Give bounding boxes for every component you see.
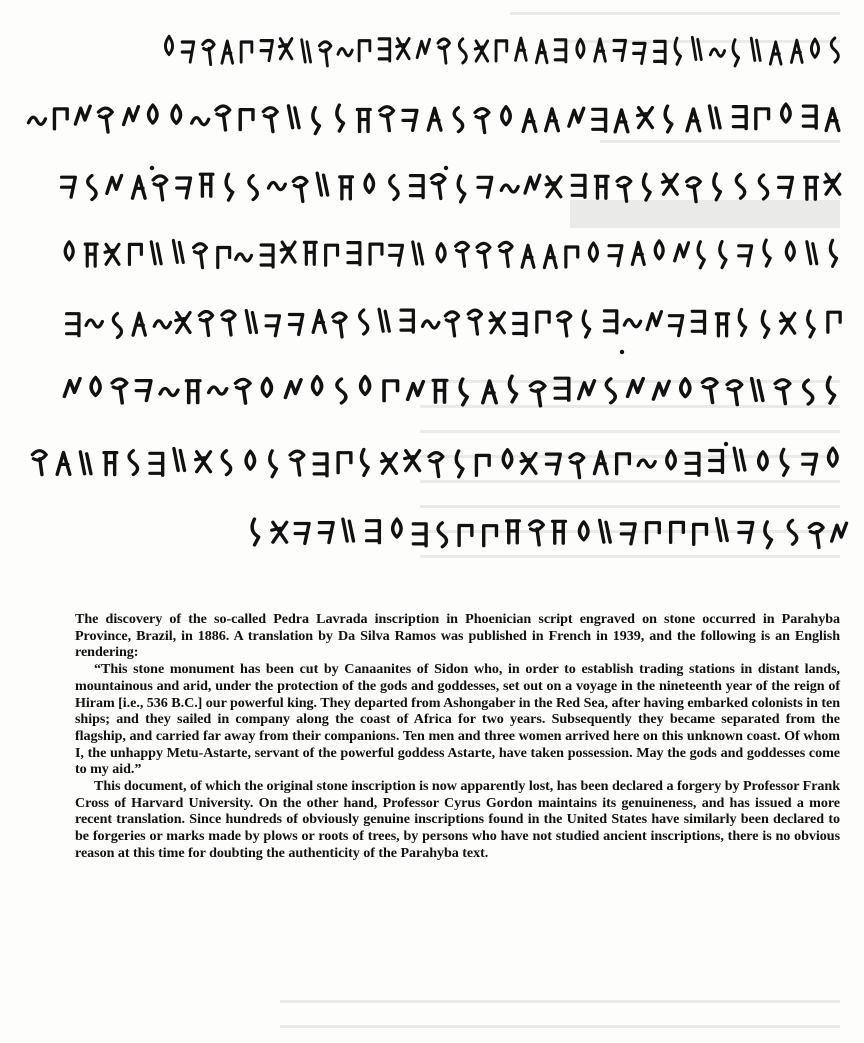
inscription-glyph: [525, 175, 540, 193]
inscription-glyph: [397, 39, 409, 59]
inscription-dot: [724, 442, 728, 446]
caption-paragraph-forgery-debate: This document, of which the original stone inscription is now apparently lost, has been declared a forgery by Professor Frank Cross of Harvard University. On the other hand, Professor Cyrus Gordon maintains its genuineness, and has issued a more recent translation. Since hundreds of obviously genuine inscriptions found in the United States have similarly been declared to be forgeries or marks made by plows or roots of trees, by persons who have not studied ancient inscriptions, there is no obvious reason at this time for doubting the authenticity of the Parahyba text.: [75, 778, 840, 861]
inscription-glyph: [546, 109, 559, 131]
inscription-glyph: [502, 107, 510, 125]
inscription-glyph: [186, 381, 199, 403]
inscription-glyph: [762, 311, 768, 337]
inscription-glyph: [124, 107, 139, 125]
inscription-glyph: [86, 320, 102, 327]
inscription-glyph: [577, 39, 584, 57]
inscription-glyph: [317, 173, 328, 195]
inscription-glyph: [808, 311, 814, 337]
inscription-glyph: [644, 174, 651, 200]
inscription-glyph: [361, 449, 368, 475]
inscription-glyph: [456, 451, 463, 477]
inscription-glyph: [269, 183, 286, 190]
inscription-glyph: [216, 106, 230, 130]
inscription-glyph: [628, 379, 644, 397]
inscription-glyph: [733, 40, 739, 66]
inscription-glyph: [653, 381, 669, 399]
inscription-glyph: [483, 381, 496, 403]
inscription-glyph: [445, 312, 458, 336]
inscription-glyph: [390, 176, 398, 200]
inscription-glyph: [624, 320, 640, 327]
inscription-glyph: [266, 316, 279, 336]
inscription-glyph: [686, 453, 699, 475]
inscription-glyph: [522, 245, 534, 267]
inscription-glyph: [759, 452, 767, 470]
inscription-line-3: [62, 173, 840, 202]
inscription-glyph: [136, 381, 151, 401]
inscription-glyph: [313, 310, 325, 332]
inscription-glyph: [361, 377, 370, 395]
inscription-glyph: [477, 243, 490, 267]
inscription-glyph: [293, 177, 307, 201]
inscription-glyph: [413, 524, 426, 546]
inscription-glyph: [558, 312, 571, 336]
inscription-glyph: [759, 175, 767, 199]
caption-text: [75, 611, 840, 862]
inscription-glyph: [80, 452, 91, 474]
inscription-glyph: [736, 174, 744, 198]
inscription-glyph: [566, 247, 578, 267]
inscription-glyph: [263, 108, 277, 132]
inscription-glyph: [249, 176, 257, 200]
inscription-glyph: [226, 174, 233, 200]
inscription-glyph: [359, 41, 370, 61]
inscription-glyph: [405, 451, 420, 471]
inscription-glyph: [756, 109, 769, 129]
inscription-glyph: [133, 313, 145, 335]
inscription-glyph: [367, 521, 380, 543]
inscription-glyph: [289, 315, 302, 335]
inscription-glyph: [241, 42, 252, 62]
inscription-glyph: [537, 312, 549, 332]
inscription-glyph: [572, 175, 585, 197]
inscription-glyph: [499, 242, 512, 266]
caption-paragraph-intro: The discovery of the so-called Pedra Lavrada inscription in Phoenician script engraved on stone occurred in Parahyba Province, Brazil, in 1886. A translation by Da Silva Ramos was published in French in 1939, and the following is an English rendering:: [75, 611, 840, 661]
inscription-glyph: [698, 242, 704, 268]
inscription-glyph: [600, 520, 611, 542]
inscription-glyph: [113, 314, 121, 338]
inscription-glyph: [338, 49, 352, 56]
inscription-glyph: [536, 41, 547, 63]
inscription-glyph: [235, 379, 250, 403]
inscription-glyph: [429, 453, 443, 477]
inscription-glyph: [617, 177, 631, 201]
inscription-glyph: [32, 451, 46, 475]
inscription-glyph: [91, 378, 100, 396]
inscription-glyph: [621, 524, 635, 544]
inscription-glyph: [456, 242, 469, 266]
inscription-glyph: [828, 312, 840, 332]
inscription-glyph: [501, 185, 518, 192]
inscription-glyph: [176, 313, 190, 333]
inscription-glyph: [390, 245, 403, 265]
inscription-glyph: [751, 38, 760, 60]
inscription-glyph: [437, 244, 445, 262]
inscription-glyph: [478, 177, 492, 197]
inscription-glyph: [240, 110, 253, 130]
inscription-glyph: [379, 39, 390, 61]
inscription-glyph: [408, 382, 424, 400]
inscription-glyph: [475, 109, 489, 133]
inscription-glyph: [174, 449, 185, 471]
inscription-glyph: [828, 377, 835, 403]
inscription-glyph: [503, 450, 511, 468]
inscription-glyph: [338, 453, 351, 473]
inscription-glyph: [546, 177, 561, 197]
inscription-glyph: [222, 41, 233, 63]
inscription-glyph: [272, 522, 287, 542]
inscription-glyph: [788, 520, 796, 544]
inscription-glyph: [617, 454, 630, 474]
inscription-glyph: [507, 521, 520, 543]
inscription-glyph: [98, 108, 112, 132]
inscription-glyph: [29, 117, 46, 124]
inscription-glyph: [716, 314, 728, 336]
inscription-glyph: [380, 107, 394, 131]
inscription-glyph: [343, 519, 354, 541]
inscription-glyph: [64, 379, 80, 397]
inscription-glyph: [604, 311, 616, 333]
inscription-glyph: [647, 312, 661, 330]
inscription-glyph: [200, 174, 213, 196]
inscription-glyph: [553, 521, 566, 543]
inscription-glyph: [530, 382, 545, 406]
inscription-glyph: [261, 245, 273, 267]
inscription-glyph: [261, 41, 273, 61]
inscription-glyph: [714, 174, 721, 200]
inscription-glyph: [54, 109, 67, 129]
inscription-glyph: [555, 378, 568, 400]
inscription-glyph: [765, 522, 772, 548]
inscription-glyph: [569, 108, 584, 126]
inscription-glyph: [431, 175, 445, 199]
inscription-glyph: [365, 175, 373, 193]
inscription-glyph: [516, 38, 527, 60]
inscription-glyph: [770, 42, 781, 64]
inscription-glyph: [304, 242, 316, 264]
inscription-glyph: [496, 41, 507, 61]
inscription-glyph: [438, 523, 446, 547]
inscription-glyph: [459, 526, 472, 546]
inscription-glyph: [460, 379, 467, 405]
inscription-glyph: [638, 460, 655, 467]
inscription-glyph: [727, 381, 742, 405]
inscription-glyph: [65, 242, 73, 260]
inscription-glyph: [458, 176, 465, 202]
inscription-glyph: [632, 242, 644, 264]
inscription-glyph: [222, 311, 235, 335]
inscription-glyph: [775, 380, 790, 404]
inscription-glyph: [734, 448, 745, 470]
inscription-glyph: [196, 452, 211, 472]
inscription-glyph: [340, 177, 353, 199]
inscription-glyph: [384, 381, 397, 401]
inscription-glyph: [417, 39, 429, 57]
inscription-glyph: [555, 40, 566, 62]
inscription-glyph: [687, 178, 701, 202]
inscription-glyph: [302, 40, 311, 62]
inscription-glyph: [326, 245, 338, 265]
inscription-glyph: [510, 376, 517, 402]
inscription-glyph: [583, 311, 589, 337]
inscription-glyph: [129, 451, 137, 475]
inscription-glyph: [85, 244, 97, 266]
inscription-glyph: [295, 524, 309, 544]
inscription-glyph: [285, 380, 301, 398]
inscription-glyph: [348, 243, 360, 265]
inscription-glyph: [209, 387, 227, 394]
inscription-glyph: [781, 449, 788, 475]
inscription-glyph: [165, 37, 172, 55]
inscription-glyph: [192, 118, 209, 125]
inscription-glyph: [393, 519, 401, 537]
inscription-glyph: [319, 42, 331, 66]
inscription-glyph: [647, 523, 660, 543]
inscription-glyph: [314, 454, 327, 476]
inscription-glyph: [454, 108, 462, 132]
inscription-dot: [620, 350, 624, 354]
inscription-glyph: [523, 110, 536, 132]
inscription-dot: [444, 166, 448, 170]
inscription-line-6: [64, 376, 834, 406]
inscription-glyph: [218, 248, 230, 268]
inscription-glyph: [333, 313, 346, 337]
inscription-glyph: [468, 310, 481, 334]
inscription-glyph: [281, 242, 295, 262]
inscription-glyph: [252, 519, 259, 545]
inscription-glyph: [476, 455, 489, 475]
inscription-glyph: [401, 310, 413, 332]
inscription-glyph: [313, 377, 322, 395]
inscription-glyph: [104, 453, 117, 475]
inscription-glyph: [780, 313, 794, 333]
inscription-glyph: [739, 246, 752, 266]
inscription-glyph: [370, 244, 382, 264]
inscription-glyph: [803, 106, 816, 128]
inscription-glyph: [694, 524, 707, 544]
caption-translation-quote: “This stone monument has been cut by Canaanites of Sidon who, in order to establish trading stations in distant lands, mountainous and arid, under the protection of the gods and goddesses, set out on a voyage in the nineteenth year of the reign of Hiram [i.e., 536 B.C.] our powerful king. They departed from Ashongaber in the Red Sea, after having embarked colonists in ten ships; and they sailed in company along the coast of Africa for two years. Subsequently they became separated from the flagship, and carried far away from their companions. Ten men and three women arrived here on this unknown coast. Of whom I, the unhappy Metu-Astarte, servant of the powerful goddess Astarte, have taken possession. May the gods and goddesses come to my aid.”: [75, 661, 840, 778]
inscription-glyph: [160, 388, 178, 395]
inscription-glyph: [663, 174, 678, 194]
inscription-glyph: [112, 379, 127, 403]
inscription-glyph: [805, 177, 818, 199]
inscription-glyph: [423, 321, 439, 328]
inscription-glyph: [182, 42, 194, 62]
inscription-glyph: [546, 454, 560, 474]
inscription-glyph: [236, 254, 252, 261]
inscription-glyph: [692, 311, 704, 333]
inscription-glyph: [433, 380, 446, 402]
inscription-glyph: [290, 451, 304, 475]
inscription-glyph: [133, 176, 146, 198]
inscription-glyph: [692, 37, 701, 59]
inscription-glyph: [570, 454, 584, 478]
inscription-glyph: [105, 244, 119, 264]
inscription-glyph: [438, 39, 450, 63]
inscription-glyph: [830, 240, 836, 266]
inscription-glyph: [764, 240, 770, 266]
inscription-line-7: [32, 448, 837, 478]
inscription-glyph: [484, 526, 497, 546]
inscription-glyph: [270, 451, 277, 477]
inscription-glyph: [514, 314, 526, 336]
inscription-glyph: [709, 106, 720, 128]
inscription-glyph: [173, 240, 183, 262]
inscription-glyph: [739, 523, 753, 543]
inscription-glyph: [654, 41, 665, 63]
inscription-glyph: [360, 310, 368, 334]
inscription-glyph: [279, 39, 291, 59]
inscription-glyph: [804, 380, 813, 404]
inscription-line-5: [67, 309, 840, 337]
inscription-line-8: [252, 519, 846, 548]
inscription-glyph: [669, 316, 682, 336]
inscription-line-1: [165, 37, 838, 66]
inscription-glyph: [791, 40, 802, 62]
inscription-glyph: [702, 379, 717, 403]
inscription-glyph: [786, 242, 794, 260]
inscription-glyph: [428, 108, 441, 130]
inscription-glyph: [129, 244, 141, 264]
inscription-glyph: [475, 41, 487, 61]
inscription-glyph: [194, 244, 207, 268]
inscription-glyph: [832, 523, 847, 541]
inscription-glyph: [609, 246, 622, 266]
inscription-glyph: [379, 309, 389, 331]
inscription-glyph: [319, 523, 333, 543]
inscription-glyph: [222, 451, 230, 475]
inscription-glyph: [459, 39, 466, 63]
inscription-glyph: [154, 321, 170, 328]
inscription-glyph: [357, 110, 370, 132]
inscription-glyph: [614, 41, 626, 61]
inscription-glyph: [667, 451, 675, 469]
inscription-glyph: [88, 176, 96, 200]
inscription-glyph: [681, 379, 690, 397]
inscription-glyph: [811, 39, 818, 57]
inscription-glyph: [671, 522, 684, 542]
inscription-glyph: [829, 448, 837, 466]
inscription-glyph: [595, 176, 608, 198]
inscription-glyph: [262, 378, 271, 396]
inscription-glyph: [807, 242, 817, 264]
inscription-line-2: [29, 104, 839, 134]
inscription-glyph: [825, 174, 840, 194]
inscription-glyph: [720, 242, 726, 268]
inscription-glyph: [826, 109, 839, 131]
inscription-glyph: [779, 177, 793, 197]
inscription-glyph: [149, 105, 157, 123]
inscription-glyph: [67, 314, 79, 336]
inscription-glyph: [687, 109, 700, 131]
inscription-glyph: [589, 243, 597, 261]
inscription-glyph: [150, 453, 163, 475]
inscription-glyph: [246, 311, 256, 333]
inscription-glyph: [675, 243, 689, 261]
inscription-glyph: [172, 105, 180, 123]
inscription-glyph: [153, 176, 167, 200]
inscription-glyph: [782, 104, 790, 122]
inscription-glyph: [752, 379, 763, 401]
inscription-glyph: [57, 452, 70, 474]
inscription-glyph: [665, 106, 672, 132]
inscription-glyph: [710, 49, 724, 56]
inscription-glyph: [809, 524, 823, 548]
inscription-glyph: [530, 521, 544, 545]
inscription-glyph: [151, 242, 161, 264]
inscription-glyph: [594, 452, 607, 474]
inscription-glyph: [246, 451, 254, 469]
inscription-glyph: [203, 40, 215, 64]
inscription-dot: [150, 166, 154, 170]
inscription-glyph: [382, 453, 397, 473]
inscription-glyph: [675, 38, 681, 64]
inscription-glyph: [803, 454, 817, 474]
inscription-glyph: [615, 110, 628, 132]
inscription-glyph: [337, 105, 344, 131]
inscription-glyph: [403, 110, 417, 130]
inscription-glyph: [313, 108, 320, 134]
inscription-line-4: [65, 240, 836, 268]
inscription-glyph: [717, 519, 728, 541]
inscription-glyph: [606, 379, 615, 403]
inscription-glyph: [177, 178, 191, 198]
inscription-glyph: [710, 451, 723, 473]
inscription-glyph: [733, 107, 746, 129]
inscription-glyph: [411, 176, 424, 198]
inscription-glyph: [62, 177, 76, 197]
inscription-glyph: [595, 39, 606, 61]
inscription-glyph: [544, 246, 556, 268]
inscription-glyph: [593, 109, 606, 131]
inscription-glyph: [107, 175, 122, 193]
inscription-glyph: [337, 379, 346, 403]
inscription-glyph: [655, 241, 663, 259]
inscription-glyph: [634, 43, 646, 63]
inscription-glyph: [638, 108, 653, 128]
inscription-glyph: [199, 312, 212, 336]
inscription-glyph: [579, 522, 587, 540]
inscription-glyph: [521, 453, 536, 473]
inscription-glyph: [739, 309, 745, 335]
inscription-glyph: [413, 242, 423, 264]
inscription-glyph: [288, 106, 299, 128]
inscription-glyph: [75, 106, 90, 124]
inscription-glyph: [831, 38, 838, 62]
inscription-glyph: [579, 381, 595, 399]
inscription-glyph: [490, 313, 504, 333]
